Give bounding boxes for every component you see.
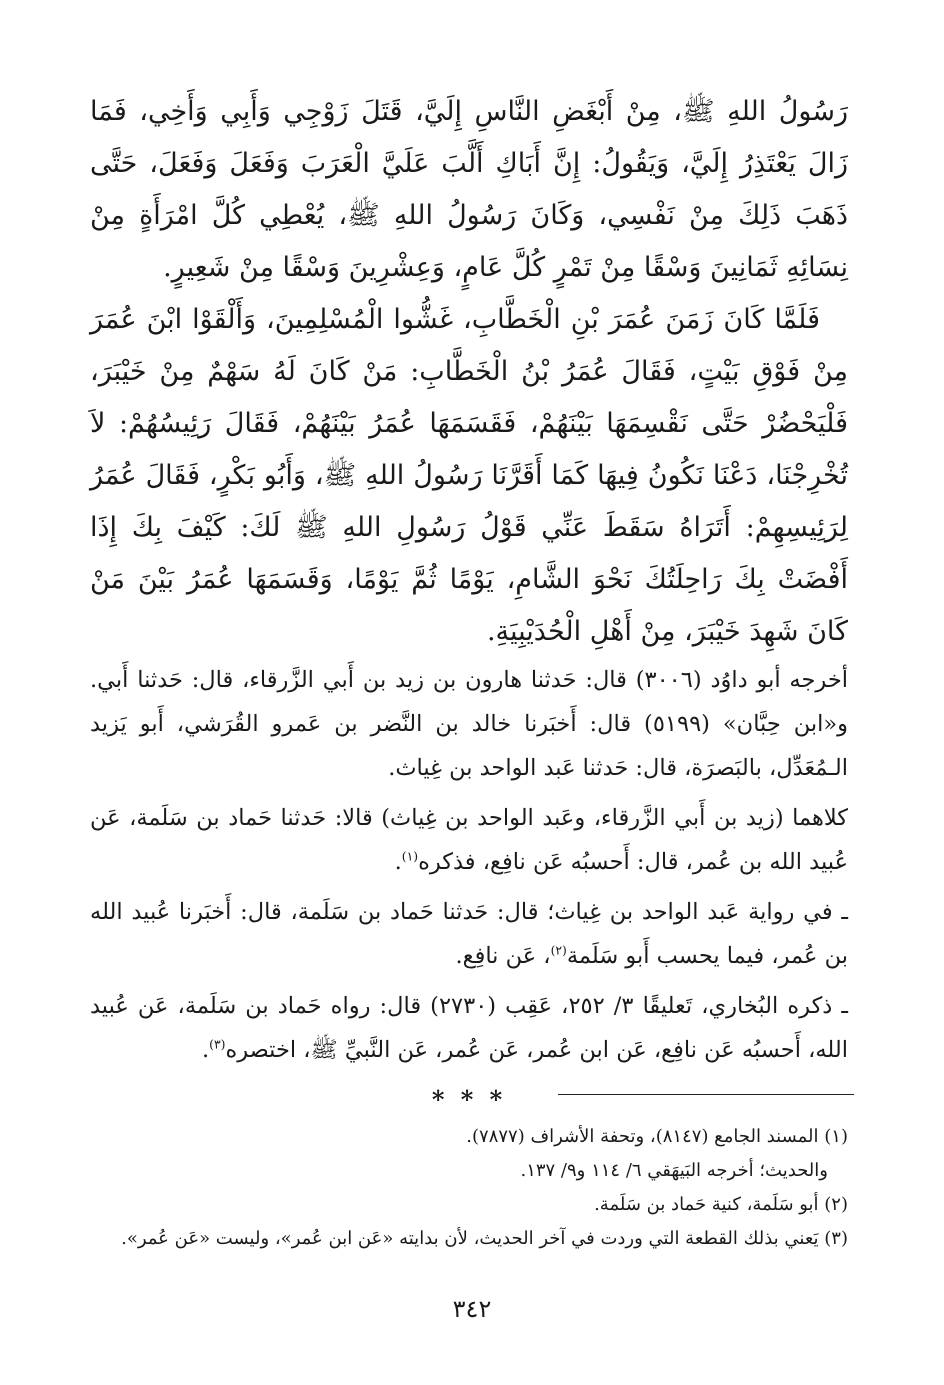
takhrij-tail: . — [394, 849, 402, 875]
takhrij-text: ـ ذكره البُخاري، تَعليقًا ٣/ ٢٥٢، عَقِب (٢٧٣٠) قال: رواه حَماد بن سَلَمة، عَن عُبيد الله، أَحسبُه عَن نافِع، عَن ابن عُمر، عَن عُمر، عَن النَّبيِّ ﷺ، اختصره — [90, 993, 849, 1063]
takhrij-text: كلاهما (زيد بن أَبي الزَّرقاء، وعَبد الواحد بن غِياث) قالا: حَدثنا حَماد بن سَلَمة، عَن عُبيد الله بن عُمر، قال: أَحسبُه عَن نافِع، فذكره — [90, 805, 848, 875]
takhrij-paragraph — [90, 796, 848, 884]
footnote-item: (٢) أبو سَلَمة، كنية حَماد بن سَلَمة. — [594, 1194, 848, 1215]
hadith-paragraph: رَسُولُ اللهِ ﷺ، مِنْ أَبْغَضِ النَّاسِ إِلَيَّ، قَتَلَ زَوْجِي وَأَبِي وَأَخِي، فَمَا زَالَ يَعْتَذِرُ إِلَيَّ، وَيَقُولُ: إِنَّ أَبَاكِ أَلَّبَ عَلَيَّ الْعَرَبَ وَفَعَلَ وَفَعَلَ، حَتَّى ذَهَبَ ذَلِكَ مِنْ نَفْسِي، وَكَانَ رَسُولُ اللهِ ﷺ، يُعْطِي كُلَّ امْرَأَةٍ مِنْ نِسَائِهِ ثَمَانِينَ وَسْقًا مِنْ تَمْرٍ كُلَّ عَامٍ، وَعِشْرِينَ وَسْقًا مِنْ شَعِيرٍ. — [90, 96, 848, 283]
section-separator: * * * — [431, 1085, 507, 1114]
footnote-divider — [558, 1094, 854, 1095]
takhrij-tail: ، عَن نافِع. — [455, 943, 551, 969]
footnotes — [96, 1120, 848, 1256]
takhrij-text: ـ في رواية عَبد الواحد بن غِياث؛ قال: حَدثنا حَماد بن سَلَمة، قال: أَخبَرنا عُبيد الله بن عُمر، فيما يحسب أَبو سَلَمة — [90, 899, 848, 969]
footnote-ref[interactable]: (٣) — [209, 1037, 226, 1052]
footnote-ref[interactable]: (١) — [401, 849, 419, 864]
takhrij-paragraph — [90, 658, 848, 790]
footnote-item: (١) المسند الجامع (٨١٤٧)، وتحفة الأشراف (٧٨٧٧). — [466, 1126, 848, 1147]
hadith-paragraph: فَلَمَّا كَانَ زَمَنَ عُمَرَ بْنِ الْخَطَّابِ، غَشُّوا الْمُسْلِمِينَ، وَأَلْقَوْا ابْنَ عُمَرَ مِنْ فَوْقِ بَيْتٍ، فَقَالَ عُمَرُ بْنُ الْخَطَّابِ: مَنْ كَانَ لَهُ سَهْمٌ مِنْ خَيْبَرَ، فَلْيَحْضُرْ حَتَّى نَقْسِمَهَا بَيْنَهُمْ، فَقَسَمَهَا عُمَرُ بَيْنَهُمْ، فَقَالَ رَئِيسُهُمْ: لاَ تُخْرِجْنَا، دَعْنَا نَكُونُ فِيهَا كَمَا أَقَرَّنَا رَسُولُ اللهِ ﷺ، وَأَبُو بَكْرٍ، فَقَالَ عُمَرُ لِرَئِيسِهِمْ: أَتَرَاهُ سَقَطَ عَنِّي قَوْلُ رَسُولِ اللهِ ﷺ لَكَ: كَيْفَ بِكَ إِذَا أَفْضَتْ بِكَ رَاحِلَتُكَ نَحْوَ الشَّامِ، يَوْمًا ثُمَّ يَوْمًا، وَقَسَمَهَا عُمَرُ بَيْنَ مَنْ كَانَ شَهِدَ خَيْبَرَ، مِنْ أَهْلِ الْحُدَيْبِيَةِ. — [90, 304, 849, 647]
footnote-item: والحديث؛ أخرجه البَيهَقي ٦/ ١١٤ و٩/ ١٣٧. — [520, 1160, 828, 1181]
takhrij-text: أخرجه أبو داوُد (٣٠٠٦) قال: حَدثنا هارون بن زيد بن أَبي الزَّرقاء، قال: حَدثنا أَبي. و«ابن حِبَّان» (٥١٩٩) قال: أَخبَرنا خالد بن النَّضر بن عَمرو القُرَشي، أَبو يَزيد الـمُعَدِّل، بالبَصرَة، قال: حَدثنا عَبد الواحد بن غِياث. — [90, 667, 848, 781]
takhrij-section — [90, 658, 848, 1072]
takhrij-tail: . — [202, 1037, 210, 1063]
footnote-item: (٣) يَعني بذلك القطعة التي وردت في آخر الحديث، لأن بدايته «عَن ابن عُمر»، وليست «عَن عُمر». — [121, 1228, 848, 1249]
takhrij-paragraph — [90, 984, 848, 1072]
page-number: ٣٤٢ — [452, 1295, 492, 1323]
takhrij-paragraph — [90, 890, 848, 978]
footnote-ref[interactable]: (٢) — [550, 943, 567, 958]
page-body — [90, 86, 848, 1120]
hadith-text — [90, 86, 848, 658]
